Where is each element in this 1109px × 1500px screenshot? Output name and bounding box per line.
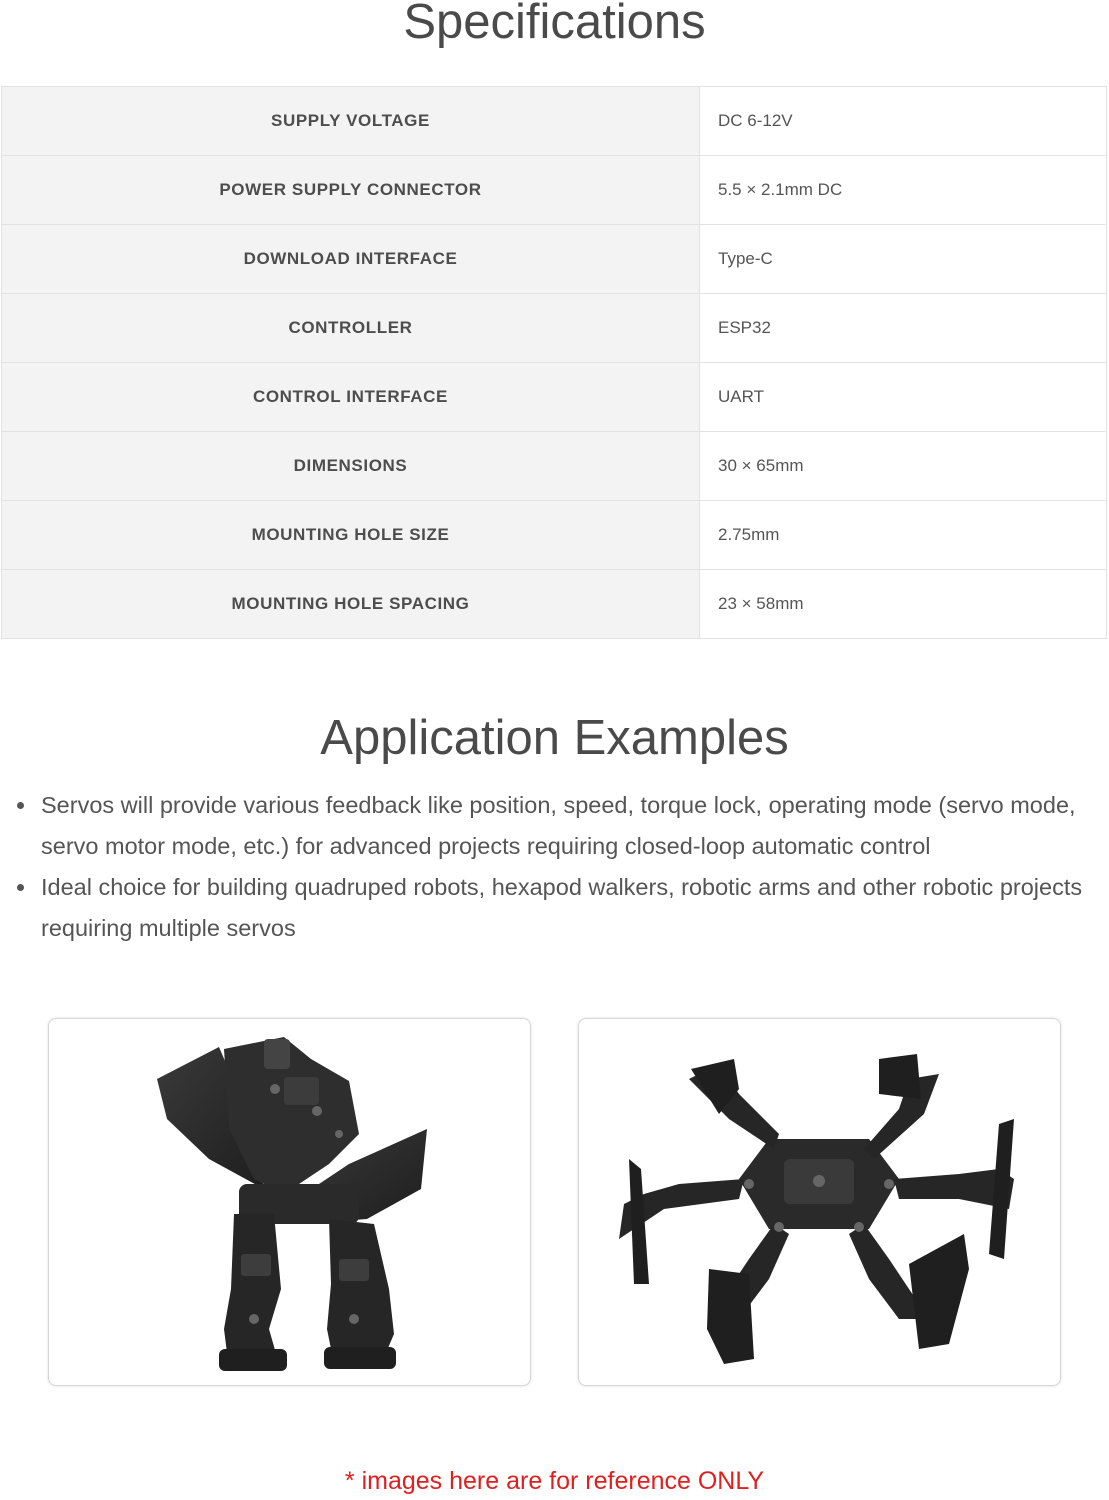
application-list: [0, 785, 1109, 949]
list-item: [0, 785, 1109, 867]
table-row: [2, 87, 1107, 156]
spec-value: 23 × 58mm: [700, 570, 1107, 639]
reference-footnote: * images here are for reference ONLY: [344, 1467, 765, 1495]
table-row: [2, 501, 1107, 570]
spec-label: DIMENSIONS: [2, 432, 700, 501]
application-examples-title: Application Examples: [320, 711, 789, 765]
table-row: [2, 363, 1107, 432]
spec-value: ESP32: [700, 294, 1107, 363]
table-row: [2, 432, 1107, 501]
spec-label: CONTROLLER: [2, 294, 700, 363]
spec-label: MOUNTING HOLE SIZE: [2, 501, 700, 570]
spec-label: MOUNTING HOLE SPACING: [2, 570, 700, 639]
spec-value: Type-C: [700, 225, 1107, 294]
specifications-table: [1, 86, 1107, 639]
list-item: [0, 867, 1109, 949]
specifications-title: Specifications: [403, 0, 706, 49]
spec-label: POWER SUPPLY CONNECTOR: [2, 156, 700, 225]
list-item-text: Servos will provide various feedback like position, speed, torque lock, operating mode (servo mode, servo motor mode, etc.) for advanced projects requiring closed-loop automatic control: [41, 792, 1076, 859]
spec-value: UART: [700, 363, 1107, 432]
spec-value: DC 6-12V: [700, 87, 1107, 156]
table-row: [2, 570, 1107, 639]
humanoid-robot-image: [49, 1019, 530, 1385]
spec-value: 5.5 × 2.1mm DC: [700, 156, 1107, 225]
bullet-icon: [17, 802, 24, 809]
spec-label: SUPPLY VOLTAGE: [2, 87, 700, 156]
humanoid-robot-image-card: [48, 1018, 531, 1386]
hexapod-robot-image-card: [578, 1018, 1061, 1386]
table-row: [2, 225, 1107, 294]
spec-label: CONTROL INTERFACE: [2, 363, 700, 432]
table-row: [2, 294, 1107, 363]
hexapod-robot-image: [579, 1019, 1060, 1385]
spec-value: 30 × 65mm: [700, 432, 1107, 501]
spec-value: 2.75mm: [700, 501, 1107, 570]
list-item-text: Ideal choice for building quadruped robots, hexapod walkers, robotic arms and other robotic projects requiring multiple servos: [41, 874, 1083, 941]
bullet-icon: [17, 884, 24, 891]
table-row: [2, 156, 1107, 225]
spec-label: DOWNLOAD INTERFACE: [2, 225, 700, 294]
